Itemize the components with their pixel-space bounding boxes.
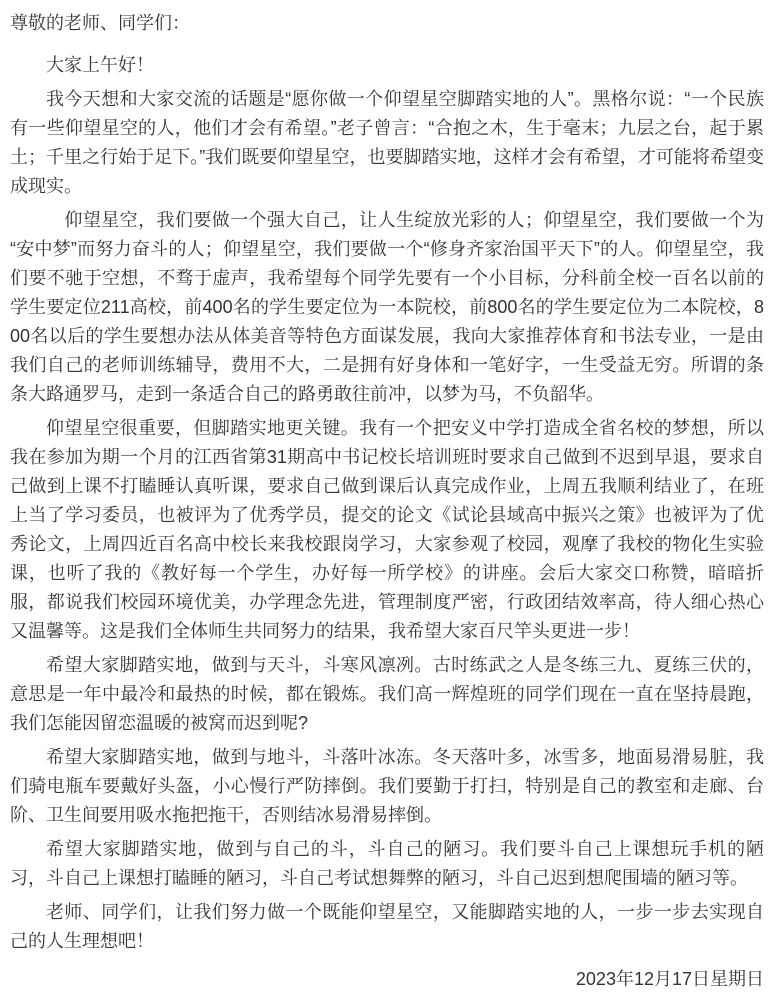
paragraph-down-to-earth: 仰望星空很重要，但脚踏实地更关键。我有一个把安义中学打造成全省名校的梦想，所以我在参加为期一个月的江西省第31期高中书记校长培训班时要求自己做到不迟到早退，要求自己做到上课不打瞌睡认真听课，要求自己做到课后认真完成作业，上周五我顺利结业了，在班上当了学习委员，也被评为了优秀学员，提交的论文《试论县域高中振兴之策》也被评为了优秀论文，上周四近百名高中校长来我校跟岗学习，大家参观了校园，观摩了我校的物化生实验课，也听了我的《教好每一个学生，办好每一所学校》的讲座。会后大家交口称赞，暗暗折服，都说我们校园环境优美，办学理念先进，管理制度严密，行政团结效率高，待人细心热心又温馨等。这是我们全体师生共同努力的结果，我希望大家百尺竿头更进一步！ (10, 418, 764, 641)
paragraph-look-up-at-stars: 仰望星空，我们要做一个强大自己，让人生绽放光彩的人；仰望星空，我们要做一个为“安中梦”而努力奋斗的人；仰望星空，我们要做一个“修身齐家治国平天下”的人。仰望星空，我们要不驰于空想，不骛于虚声，我希望每个同学先要有一个小目标，分科前全校一百名以前的学生要定位211高校，前400名的学生要定位为一本院校，前800名的学生要定位为二本院校，800名以后的学生要想办法从体美音等特色方面谋发展，我向大家推荐体育和书法专业，一是由我们自己的老师训练辅导，费用不大，二是拥有好身体和一笔好字，一生受益无穷。所谓的条条大路通罗马，走到一条适合自己的路勇敢往前冲，以梦为马，不负韶华。 (10, 210, 764, 404)
paragraph-fight-ground: 希望大家脚踏实地，做到与地斗，斗落叶冰冻。冬天落叶多，冰雪多，地面易滑易脏，我们骑电瓶车要戴好头盔，小心慢行严防摔倒。我们要勤于打扫，特别是自己的教室和走廊、台阶、卫生间要用吸水拖把拖干，否则结冰易滑易摔倒。 (10, 747, 764, 825)
paragraph-greeting: 大家上午好！ (46, 55, 154, 75)
paragraph-fight-self: 希望大家脚踏实地，做到与自己的斗，斗自己的陋习。我们要斗自己上课想玩手机的陋习，斗自己上课想打瞌睡的陋习，斗自己考试想舞弊的陋习，斗自己迟到想爬围墙的陋习等。 (10, 839, 764, 888)
date-line: 2023年12月17日星期日 (575, 969, 764, 989)
paragraph-closing: 老师、同学们，让我们努力做一个既能仰望星空，又能脚踏实地的人，一步一步去实现自己的人生理想吧！ (10, 902, 764, 951)
paragraph-topic-intro: 我今天想和大家交流的话题是“愿你做一个仰望星空脚踏实地的人”。黑格尔说：“一个民族有一些仰望星空的人，他们才会有希望。”老子曾言：“合抱之木，生于毫末；九层之台，起于累土；千里之行始于足下。”我们既要仰望星空，也要脚踏实地，这样才会有希望，才可能将希望变成现实。 (10, 89, 764, 196)
salutation: 尊敬的老师、同学们： (10, 13, 190, 33)
paragraph-fight-sky: 希望大家脚踏实地，做到与天斗，斗寒风凛冽。古时练武之人是冬练三九、夏练三伏的，意思是一年中最冷和最热的时候，都在锻炼。我们高一辉煌班的同学们现在一直在坚持晨跑，我们怎能因留恋温暖的被窝而迟到呢? (10, 655, 764, 733)
